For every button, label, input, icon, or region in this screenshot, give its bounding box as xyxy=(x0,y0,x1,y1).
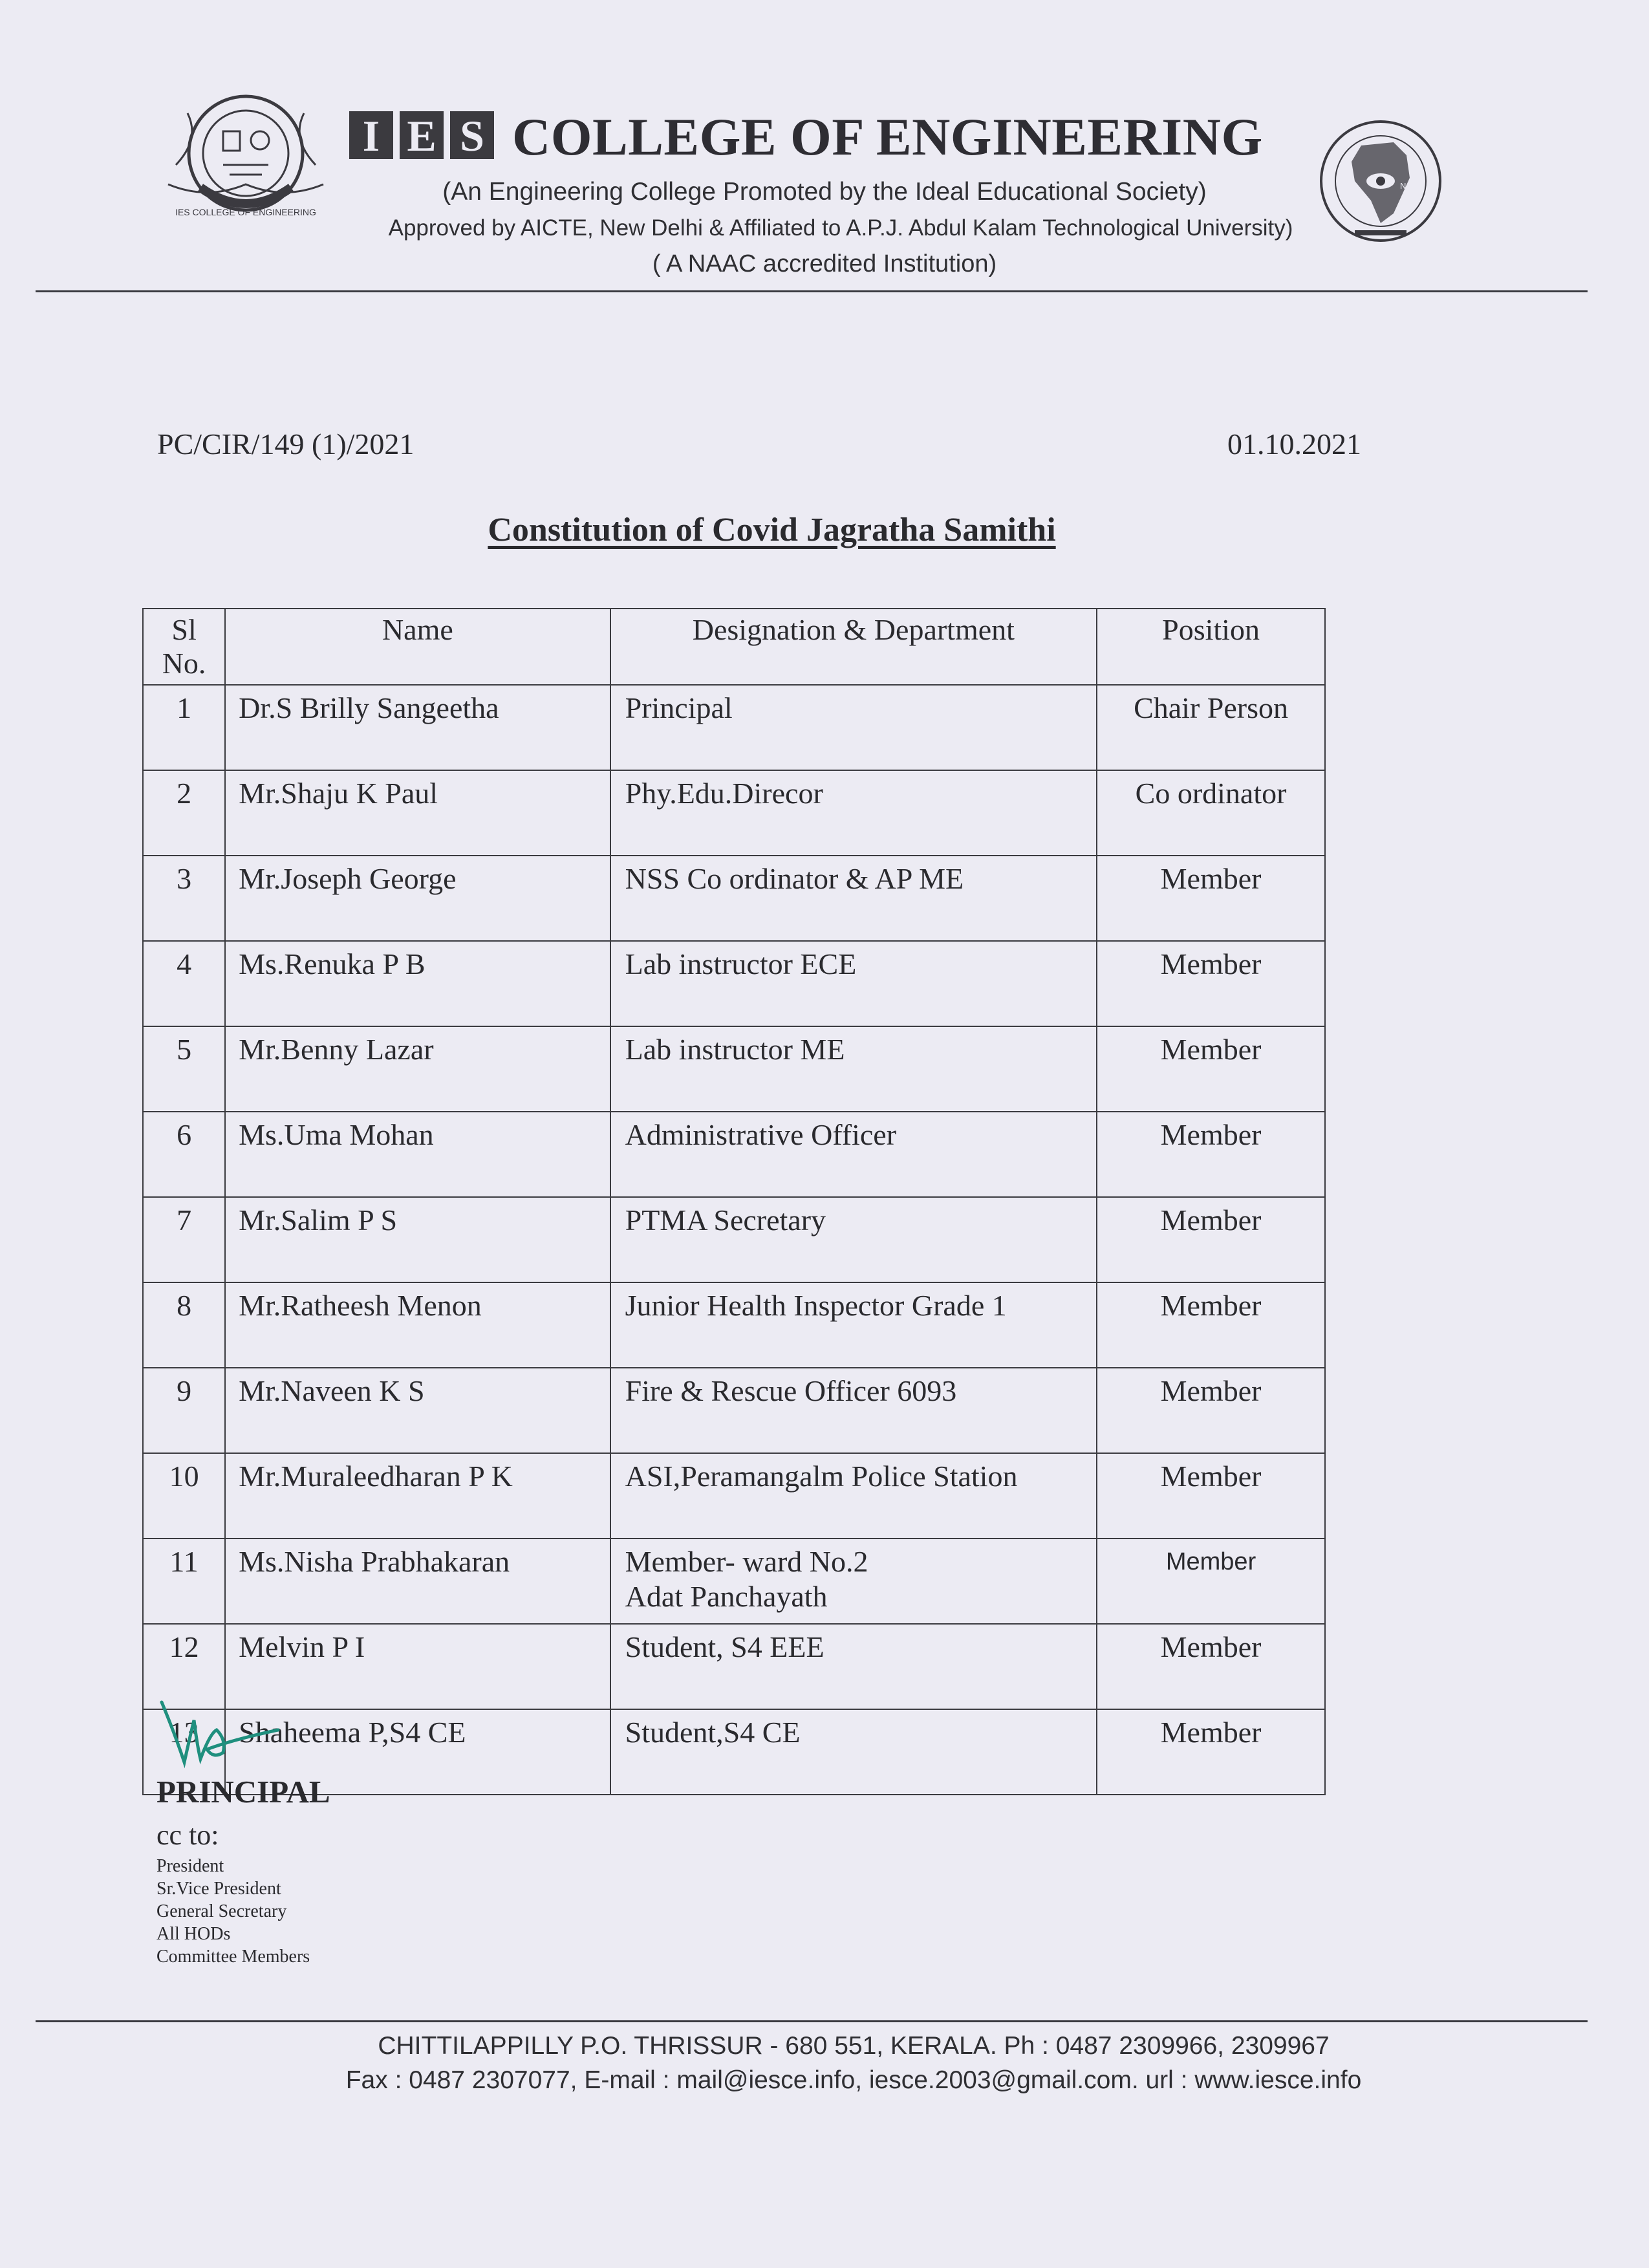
header-divider xyxy=(36,290,1588,292)
list-item: All HODs xyxy=(156,1924,231,1944)
cell-name: Dr.S Brilly Sangeetha xyxy=(225,685,610,770)
naac-seal-text: NAAC xyxy=(1400,181,1424,191)
list-item: President xyxy=(156,1856,224,1876)
cell-sl-no: 7 xyxy=(143,1197,225,1282)
cc-recipient-list xyxy=(156,1855,310,1968)
cell-sl-no: 4 xyxy=(143,941,225,1026)
seal-text: IES COLLEGE OF ENGINEERING xyxy=(175,207,316,217)
ies-letter-i: I xyxy=(349,111,393,159)
cell-sl-no: 11 xyxy=(143,1539,225,1624)
college-promoter-line: (An Engineering College Promoted by the Ideal Educational Society) xyxy=(442,178,1207,206)
ies-letter-e: E xyxy=(400,111,444,159)
table-row xyxy=(143,1112,1325,1197)
cell-sl-no: 1 xyxy=(143,685,225,770)
table-row xyxy=(143,1026,1325,1112)
cell-position: Member xyxy=(1097,1282,1325,1368)
cell-designation-line2: Adat Panchayath xyxy=(625,1580,828,1613)
cc-label: cc to: xyxy=(156,1819,219,1851)
table-header-row xyxy=(143,609,1325,685)
cell-name: Melvin P I xyxy=(225,1624,610,1709)
cell-designation: ASI,Peramangalm Police Station xyxy=(610,1453,1097,1539)
cell-name: Mr.Ratheesh Menon xyxy=(225,1282,610,1368)
header-designation: Designation & Department xyxy=(610,609,1097,685)
cell-position: Member xyxy=(1097,941,1325,1026)
ies-letter-s: S xyxy=(450,111,494,159)
cell-designation: NSS Co ordinator & AP ME xyxy=(610,856,1097,941)
table-row xyxy=(143,1282,1325,1368)
list-item: Sr.Vice President xyxy=(156,1879,281,1899)
cell-name: Ms.Nisha Prabhakaran xyxy=(225,1539,610,1624)
cell-sl-no: 5 xyxy=(143,1026,225,1112)
table-row xyxy=(143,685,1325,770)
table-row xyxy=(143,1453,1325,1539)
cell-name: Shaheema P,S4 CE xyxy=(225,1709,610,1795)
cell-position: Member xyxy=(1097,1112,1325,1197)
cell-designation: Lab instructor ECE xyxy=(610,941,1097,1026)
cell-designation: PTMA Secretary xyxy=(610,1197,1097,1282)
cell-position: Member xyxy=(1097,1368,1325,1453)
table-row xyxy=(143,1368,1325,1453)
cell-sl-no: 10 xyxy=(143,1453,225,1539)
cell-designation: Student, S4 EEE xyxy=(610,1624,1097,1709)
cell-designation: Administrative Officer xyxy=(610,1112,1097,1197)
cell-position: Member xyxy=(1097,1453,1325,1539)
cell-designation: Junior Health Inspector Grade 1 xyxy=(610,1282,1097,1368)
cell-sl-no: 13 xyxy=(143,1709,225,1795)
cell-name: Mr.Muraleedharan P K xyxy=(225,1453,610,1539)
cell-position: Member xyxy=(1097,1026,1325,1112)
footer-contact: Fax : 0487 2307077, E-mail : mail@iesce.info, iesce.2003@gmail.com. url : www.iesce.info xyxy=(345,2066,1362,2094)
college-accreditation-line: ( A NAAC accredited Institution) xyxy=(652,250,997,277)
cell-position: Member xyxy=(1097,1709,1325,1795)
circular-reference: PC/CIR/149 (1)/2021 xyxy=(157,427,415,460)
college-name-heading xyxy=(349,107,1263,169)
cell-sl-no: 3 xyxy=(143,856,225,941)
cell-sl-no: 6 xyxy=(143,1112,225,1197)
table-row xyxy=(143,1197,1325,1282)
cell-designation: Fire & Rescue Officer 6093 xyxy=(610,1368,1097,1453)
cell-designation: Principal xyxy=(610,685,1097,770)
circular-date: 01.10.2021 xyxy=(1227,427,1361,460)
cell-designation: Phy.Edu.Direcor xyxy=(610,770,1097,856)
college-name: COLLEGE OF ENGINEERING xyxy=(512,107,1263,166)
cell-name: Mr.Joseph George xyxy=(225,856,610,941)
cell-sl-no: 9 xyxy=(143,1368,225,1453)
table-row xyxy=(143,1539,1325,1624)
cell-designation: Lab instructor ME xyxy=(610,1026,1097,1112)
cell-position: Member xyxy=(1097,1539,1325,1624)
cell-position: Chair Person xyxy=(1097,685,1325,770)
college-affiliation-line: Approved by AICTE, New Delhi & Affiliated to A.P.J. Abdul Kalam Technological University) xyxy=(388,215,1293,241)
cell-name: Mr.Shaju K Paul xyxy=(225,770,610,856)
cell-sl-no: 12 xyxy=(143,1624,225,1709)
cell-sl-no: 8 xyxy=(143,1282,225,1368)
list-item: General Secretary xyxy=(156,1901,287,1921)
cell-name: Ms.Uma Mohan xyxy=(225,1112,610,1197)
table-row xyxy=(143,1624,1325,1709)
list-item: Committee Members xyxy=(156,1947,310,1967)
cell-designation-line1: Member- ward No.2 xyxy=(625,1545,868,1578)
cell-name: Mr.Naveen K S xyxy=(225,1368,610,1453)
document-title: Constitution of Covid Jagratha Samithi xyxy=(488,512,1056,548)
cell-position: Co ordinator xyxy=(1097,770,1325,856)
footer-divider xyxy=(36,2020,1588,2022)
cell-name: Mr.Salim P S xyxy=(225,1197,610,1282)
cell-designation: Student,S4 CE xyxy=(610,1709,1097,1795)
header-position: Position xyxy=(1097,609,1325,685)
header-name: Name xyxy=(225,609,610,685)
cell-position: Member xyxy=(1097,1197,1325,1282)
cell-sl-no: 2 xyxy=(143,770,225,856)
table-row xyxy=(143,941,1325,1026)
table-row xyxy=(143,856,1325,941)
header-sl-no: Sl No. xyxy=(143,609,225,685)
cell-position: Member xyxy=(1097,1624,1325,1709)
cell-name: Ms.Renuka P B xyxy=(225,941,610,1026)
footer-address: CHITTILAPPILLY P.O. THRISSUR - 680 551, KERALA. Ph : 0487 2309966, 2309967 xyxy=(378,2032,1330,2060)
cell-name: Mr.Benny Lazar xyxy=(225,1026,610,1112)
table-row xyxy=(143,770,1325,856)
cell-designation xyxy=(610,1539,1097,1624)
committee-members-table xyxy=(142,608,1326,1795)
signatory-title: PRINCIPAL xyxy=(156,1774,330,1809)
cell-position: Member xyxy=(1097,856,1325,941)
